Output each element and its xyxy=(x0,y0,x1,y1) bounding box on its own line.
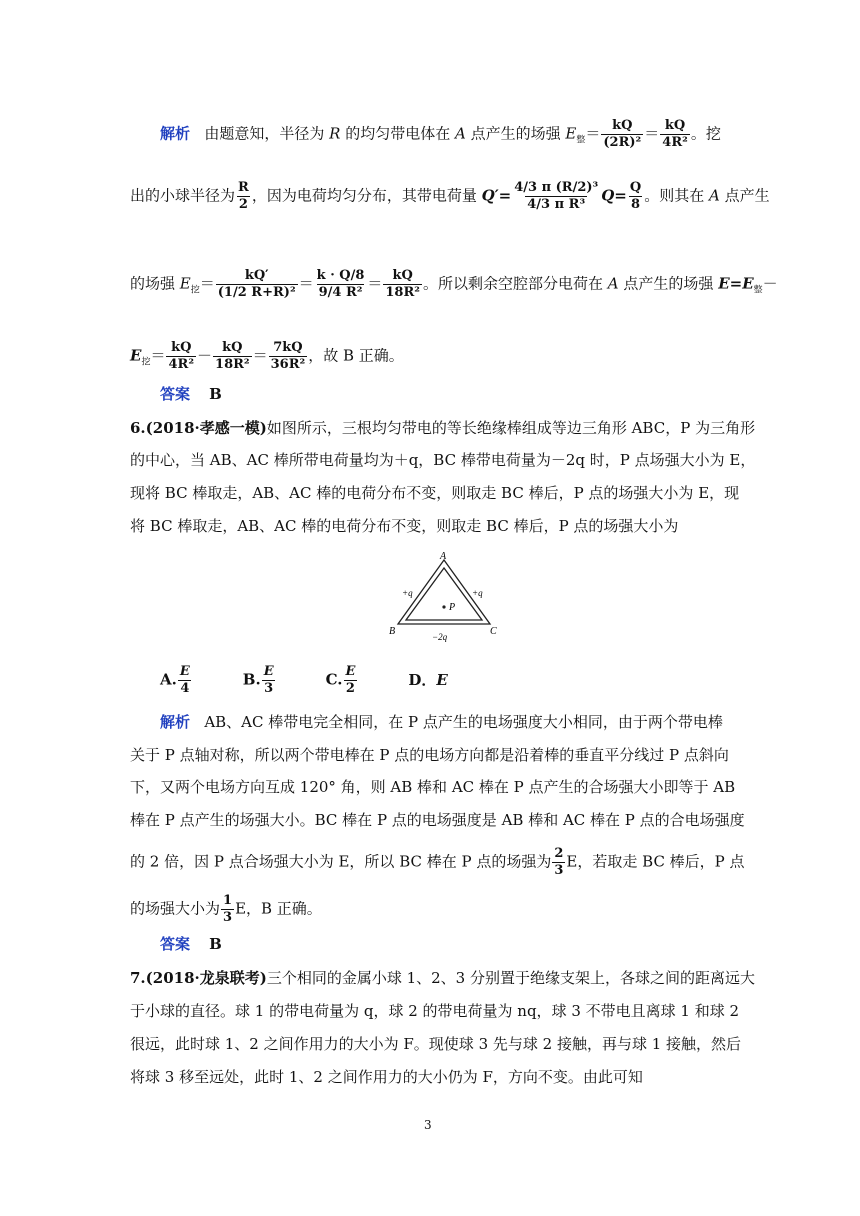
q6-sol-line6: 的场强大小为 $\frac{1}{3}$ E，B 正确。 xyxy=(130,893,322,925)
q6-line3: 现将 BC 棒取走，AB、AC 棒的电荷分布不变，则取走 BC 棒后，P 点的场强大小为 E，现 xyxy=(130,484,740,502)
charge-label-right: +q xyxy=(472,588,483,598)
fraction: $\frac{Q}{8}$ xyxy=(629,180,642,212)
q7-line3: 很远，此时球 1、2 之间作用力的大小为 F。现使球 3 先与球 2 接触，再与球 1 接触，然后 xyxy=(130,1035,742,1053)
vertex-label-c: C xyxy=(490,626,497,637)
fraction: $\frac{kQ}{\text{18R²}}$ xyxy=(215,340,250,372)
q6-line4: 将 BC 棒取走，AB、AC 棒的电荷分布不变，则取走 BC 棒后，P 点的场强大小为 xyxy=(130,517,679,535)
option-c: C. $\frac{E}{2}$ xyxy=(325,664,356,696)
sol5-line3: 的场强 $E_挖=$ $\frac{kQ'}{\text{(1/2 R+R)²}}$ ＝ $\frac{k \cdot Q/8}{\text{9/4 R²}}$ ＝ $\frac{kQ}{\text{18R²}}$ 。所以剩余空腔部分电荷在 A 点产生的场强 $E=E_整-$ xyxy=(130,268,778,300)
q7-line4: 将球 3 移至远处，此时 1、2 之间作用力的大小仍为 F，方向不变。由此可知 xyxy=(130,1068,643,1086)
answer-value: B xyxy=(209,385,222,403)
fraction: $\frac{\text{4/3 π (R/2)³}}{\text{4/3 π R³}}$ xyxy=(514,180,599,212)
charge-label-bottom: −2q xyxy=(432,632,448,642)
sol5-line1: 解析 由题意知，半径为 R 的均匀带电体在 A 点产生的场强 $E_整=$ $\frac{kQ}{\text{(2R)²}}$ ＝ $\frac{kQ}{\text{4R²}}$ 。挖 xyxy=(160,118,721,150)
charge-label-left: +q xyxy=(402,588,413,598)
fraction: $\frac{7kQ}{\text{36R²}}$ xyxy=(270,340,306,372)
vertex-label-a: A xyxy=(440,551,447,562)
q7-line2: 于小球的直径。球 1 的带电荷量为 q，球 2 的带电荷量为 nq，球 3 不带电且离球 1 和球 2 xyxy=(130,1002,740,1020)
answer-value: B xyxy=(209,935,222,953)
triangle-figure xyxy=(386,548,506,648)
answer-label: 答案 xyxy=(160,935,191,953)
q6-sol-line5: 的 2 倍，因 P 点合场强大小为 E，所以 BC 棒在 P 点的场强为 $\frac{2}{3}$ E，若取走 BC 棒后，P 点 xyxy=(130,846,745,878)
question-number: 6.(2018·孝感一模) xyxy=(130,419,267,437)
q6-answer xyxy=(160,934,222,954)
q6-line1: 6.(2018·孝感一模)如图所示，三根均匀带电的等长绝缘棒组成等边三角形 ABC，P 为三角形 xyxy=(130,419,756,437)
q6-options xyxy=(160,664,448,697)
question-number: 7.(2018·龙泉联考) xyxy=(130,969,267,987)
q6-line2: 的中心，当 AB、AC 棒所带电荷量均为＋q，BC 棒带电荷量为－2q 时，P 点场强大小为 E， xyxy=(130,451,756,469)
q6-sol-line1: 解析 AB、AC 棒带电完全相同，在 P 点产生的电场强度大小相同，由于两个带电棒 xyxy=(160,713,723,731)
q7-line1: 7.(2018·龙泉联考)三个相同的金属小球 1、2、3 分别置于绝缘支架上，各球之间的距离远大 xyxy=(130,969,755,987)
fraction: $\frac{kQ}{\text{4R²}}$ xyxy=(662,118,688,150)
page-number: 3 xyxy=(424,1118,432,1132)
fraction: $\frac{kQ'}{\text{(1/2 R+R)²}}$ xyxy=(217,268,296,300)
fraction: $\frac{R}{2}$ xyxy=(238,180,249,212)
vertex-label-b: B xyxy=(389,626,396,637)
option-a: A. $\frac{E}{4}$ xyxy=(160,664,190,696)
solution-label: 解析 xyxy=(160,713,191,731)
fraction: $\frac{k \cdot Q/8}{\text{9/4 R²}}$ xyxy=(316,268,365,300)
answer-label: 答案 xyxy=(160,385,191,403)
sol5-line4: $E_挖=$ $\frac{kQ}{\text{4R²}}$ － $\frac{kQ}{\text{18R²}}$ ＝ $\frac{7kQ}{\text{36R²}}$ ，故 B 正确。 xyxy=(130,340,404,372)
point-label-p: P xyxy=(449,602,456,613)
sol5-answer xyxy=(160,384,222,404)
sol5-line2: 出的小球半径为 $\frac{R}{2}$ ，因为电荷均匀分布，其带电荷量 Q′= $\frac{\text{4/3 π (R/2)³}}{\text{4/3 π R³}}$ Q= $\frac{Q}{8}$ 。则其在 A 点产生 xyxy=(130,180,770,212)
q6-sol-line4: 棒在 P 点产生的场强大小。BC 棒在 P 点的电场强度是 AB 棒和 AC 棒在 P 点的合电场强度 xyxy=(130,811,745,829)
q6-sol-line2: 关于 P 点轴对称，所以两个带电棒在 P 点的电场方向都是沿着棒的垂直平分线过 P 点斜向 xyxy=(130,746,729,764)
fraction: $\frac{kQ}{\text{(2R)²}}$ xyxy=(603,118,642,150)
option-d: D．E xyxy=(408,670,448,689)
option-b: B. $\frac{E}{3}$ xyxy=(242,664,274,696)
fraction: $\frac{kQ}{\text{4R²}}$ xyxy=(168,340,195,372)
solution-label: 解析 xyxy=(160,124,191,143)
fraction: $\frac{1}{3}$ xyxy=(223,893,233,925)
q6-sol-line3: 下，又两个电场方向互成 120° 角，则 AB 棒和 AC 棒在 P 点产生的合场强大小即等于 AB xyxy=(130,778,736,796)
fraction: $\frac{kQ}{\text{18R²}}$ xyxy=(385,268,420,300)
fraction: $\frac{2}{3}$ xyxy=(554,846,564,878)
